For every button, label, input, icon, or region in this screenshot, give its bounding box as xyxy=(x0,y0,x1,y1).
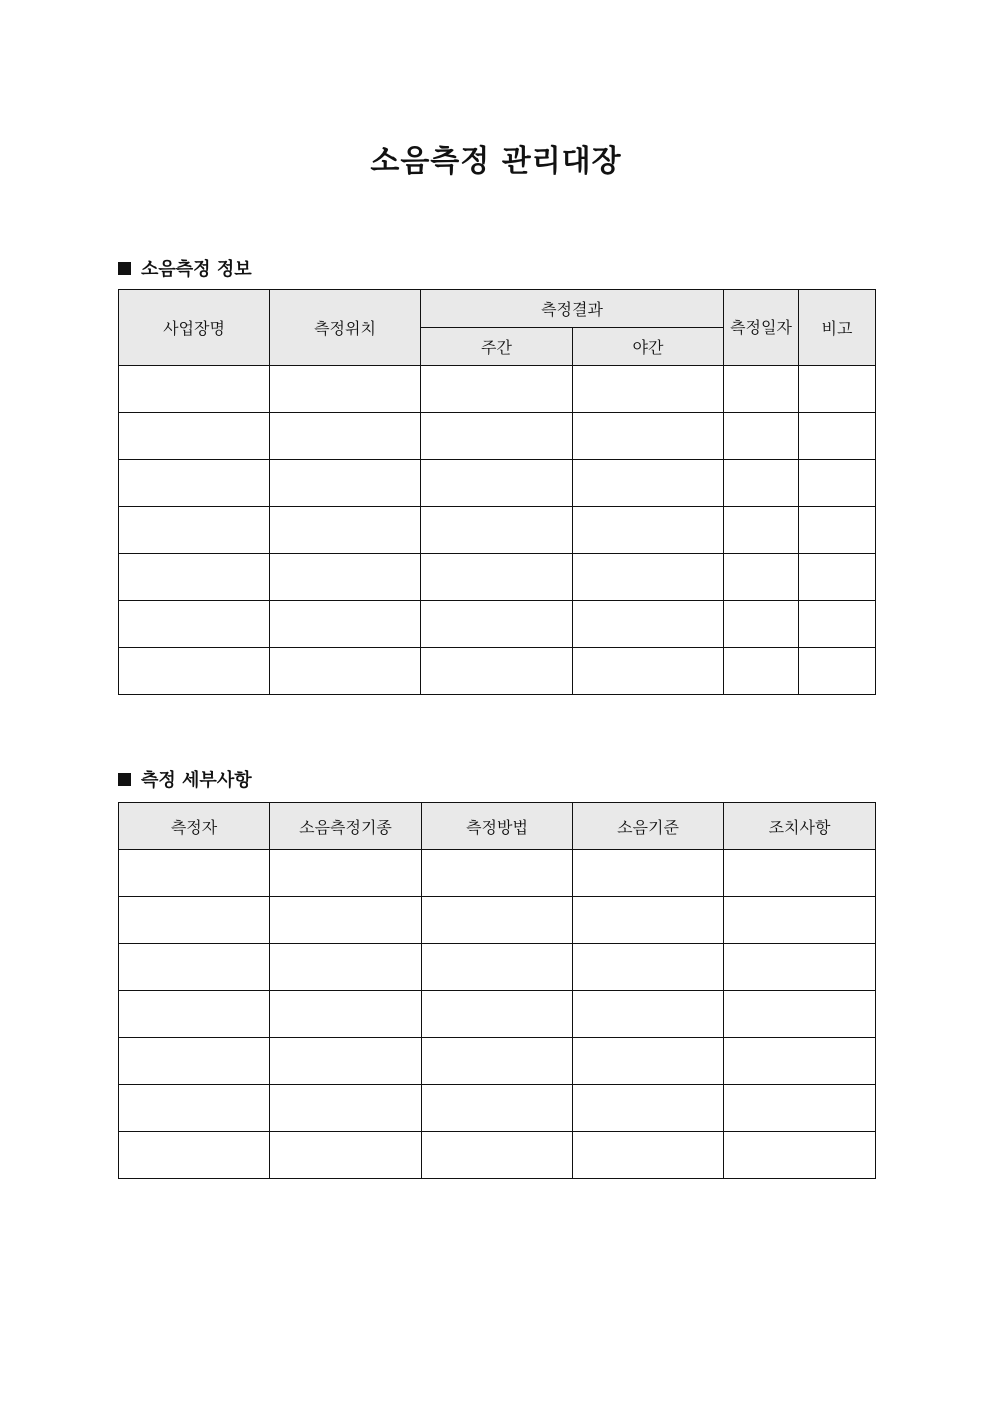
header-noise-standard: 소음기준 xyxy=(573,803,724,850)
header-method: 측정방법 xyxy=(422,803,573,850)
table-cell[interactable] xyxy=(421,460,573,507)
table-cell[interactable] xyxy=(270,944,422,991)
table-cell[interactable] xyxy=(422,1085,573,1132)
header-day: 주간 xyxy=(421,328,573,366)
table-cell[interactable] xyxy=(422,850,573,897)
table-cell[interactable] xyxy=(270,897,422,944)
section-heading-measurement-details xyxy=(118,766,252,792)
table-cell[interactable] xyxy=(573,601,724,648)
table-cell[interactable] xyxy=(573,944,724,991)
table-cell[interactable] xyxy=(270,601,421,648)
table-row xyxy=(119,1085,876,1132)
table-cell[interactable] xyxy=(422,1038,573,1085)
table-cell[interactable] xyxy=(573,648,724,695)
table-cell[interactable] xyxy=(270,1085,422,1132)
table-cell[interactable] xyxy=(724,991,876,1038)
table-row xyxy=(119,897,876,944)
table-cell[interactable] xyxy=(724,850,876,897)
table-row xyxy=(119,366,876,413)
table-cell[interactable] xyxy=(573,413,724,460)
table-cell[interactable] xyxy=(421,507,573,554)
table-cell[interactable] xyxy=(119,850,270,897)
table-cell[interactable] xyxy=(799,554,876,601)
table-cell[interactable] xyxy=(724,413,799,460)
table-cell[interactable] xyxy=(573,1085,724,1132)
table-cell[interactable] xyxy=(799,648,876,695)
table-row xyxy=(119,991,876,1038)
square-bullet-icon xyxy=(118,262,131,275)
table-cell[interactable] xyxy=(573,1132,724,1179)
table-cell[interactable] xyxy=(119,460,270,507)
table-row xyxy=(119,507,876,554)
section-heading-measurement-info xyxy=(118,255,252,281)
table-cell[interactable] xyxy=(270,1132,422,1179)
table-cell[interactable] xyxy=(119,1132,270,1179)
table-cell[interactable] xyxy=(724,1132,876,1179)
table-cell[interactable] xyxy=(799,507,876,554)
header-location: 측정위치 xyxy=(270,290,421,366)
table-cell[interactable] xyxy=(724,897,876,944)
table-cell[interactable] xyxy=(421,554,573,601)
header-business-name: 사업장명 xyxy=(119,290,270,366)
table-cell[interactable] xyxy=(573,366,724,413)
table-cell[interactable] xyxy=(119,601,270,648)
table-cell[interactable] xyxy=(119,366,270,413)
table-cell[interactable] xyxy=(270,507,421,554)
table-row xyxy=(119,648,876,695)
page-title: 소음측정 관리대장 xyxy=(370,144,622,179)
table-cell[interactable] xyxy=(573,460,724,507)
table-cell[interactable] xyxy=(119,1085,270,1132)
table-cell[interactable] xyxy=(724,1038,876,1085)
table-row xyxy=(119,413,876,460)
section-heading-label: 소음측정 정보 xyxy=(141,259,252,280)
table-cell[interactable] xyxy=(270,1038,422,1085)
table-cell[interactable] xyxy=(799,413,876,460)
table-cell[interactable] xyxy=(573,850,724,897)
table-cell[interactable] xyxy=(119,648,270,695)
header-device-model: 소음측정기종 xyxy=(270,803,422,850)
square-bullet-icon xyxy=(118,773,131,786)
table-row xyxy=(119,460,876,507)
table-cell[interactable] xyxy=(573,507,724,554)
table-cell[interactable] xyxy=(573,991,724,1038)
table-cell[interactable] xyxy=(119,413,270,460)
table-cell[interactable] xyxy=(422,897,573,944)
table-cell[interactable] xyxy=(422,1132,573,1179)
header-date: 측정일자 xyxy=(724,290,799,366)
table-row xyxy=(119,1038,876,1085)
table-cell[interactable] xyxy=(119,1038,270,1085)
table-cell[interactable] xyxy=(724,601,799,648)
table-row xyxy=(119,601,876,648)
table-cell[interactable] xyxy=(724,1085,876,1132)
table-row xyxy=(119,944,876,991)
table-row xyxy=(119,850,876,897)
table-cell[interactable] xyxy=(119,944,270,991)
table-cell[interactable] xyxy=(119,897,270,944)
table-cell[interactable] xyxy=(270,648,421,695)
table-cell[interactable] xyxy=(270,991,422,1038)
table-cell[interactable] xyxy=(573,554,724,601)
table-cell[interactable] xyxy=(270,366,421,413)
header-night: 야간 xyxy=(573,328,724,366)
table-cell[interactable] xyxy=(799,366,876,413)
section-heading-label: 측정 세부사항 xyxy=(141,770,252,791)
table-cell[interactable] xyxy=(270,460,421,507)
measurement-info-table xyxy=(118,289,876,695)
table-cell[interactable] xyxy=(422,944,573,991)
measurement-details-table xyxy=(118,802,876,1179)
table-cell[interactable] xyxy=(573,1038,724,1085)
table-cell[interactable] xyxy=(270,850,422,897)
header-action: 조치사항 xyxy=(724,803,876,850)
table-cell[interactable] xyxy=(422,991,573,1038)
table-cell[interactable] xyxy=(421,413,573,460)
header-measurer: 측정자 xyxy=(119,803,270,850)
header-result: 측정결과 xyxy=(421,290,724,328)
table-row xyxy=(119,1132,876,1179)
table-cell[interactable] xyxy=(724,648,799,695)
table-cell[interactable] xyxy=(799,460,876,507)
table-cell[interactable] xyxy=(724,944,876,991)
table-cell[interactable] xyxy=(119,991,270,1038)
table-cell[interactable] xyxy=(119,554,270,601)
table-cell[interactable] xyxy=(421,366,573,413)
table-cell[interactable] xyxy=(573,897,724,944)
table-cell[interactable] xyxy=(724,507,799,554)
table-cell[interactable] xyxy=(270,413,421,460)
table-cell[interactable] xyxy=(799,601,876,648)
table-cell[interactable] xyxy=(270,554,421,601)
table-cell[interactable] xyxy=(724,460,799,507)
table-cell[interactable] xyxy=(119,507,270,554)
table-cell[interactable] xyxy=(724,366,799,413)
table-row xyxy=(119,554,876,601)
header-note: 비고 xyxy=(799,290,876,366)
table-cell[interactable] xyxy=(421,601,573,648)
table-cell[interactable] xyxy=(421,648,573,695)
table-cell[interactable] xyxy=(724,554,799,601)
